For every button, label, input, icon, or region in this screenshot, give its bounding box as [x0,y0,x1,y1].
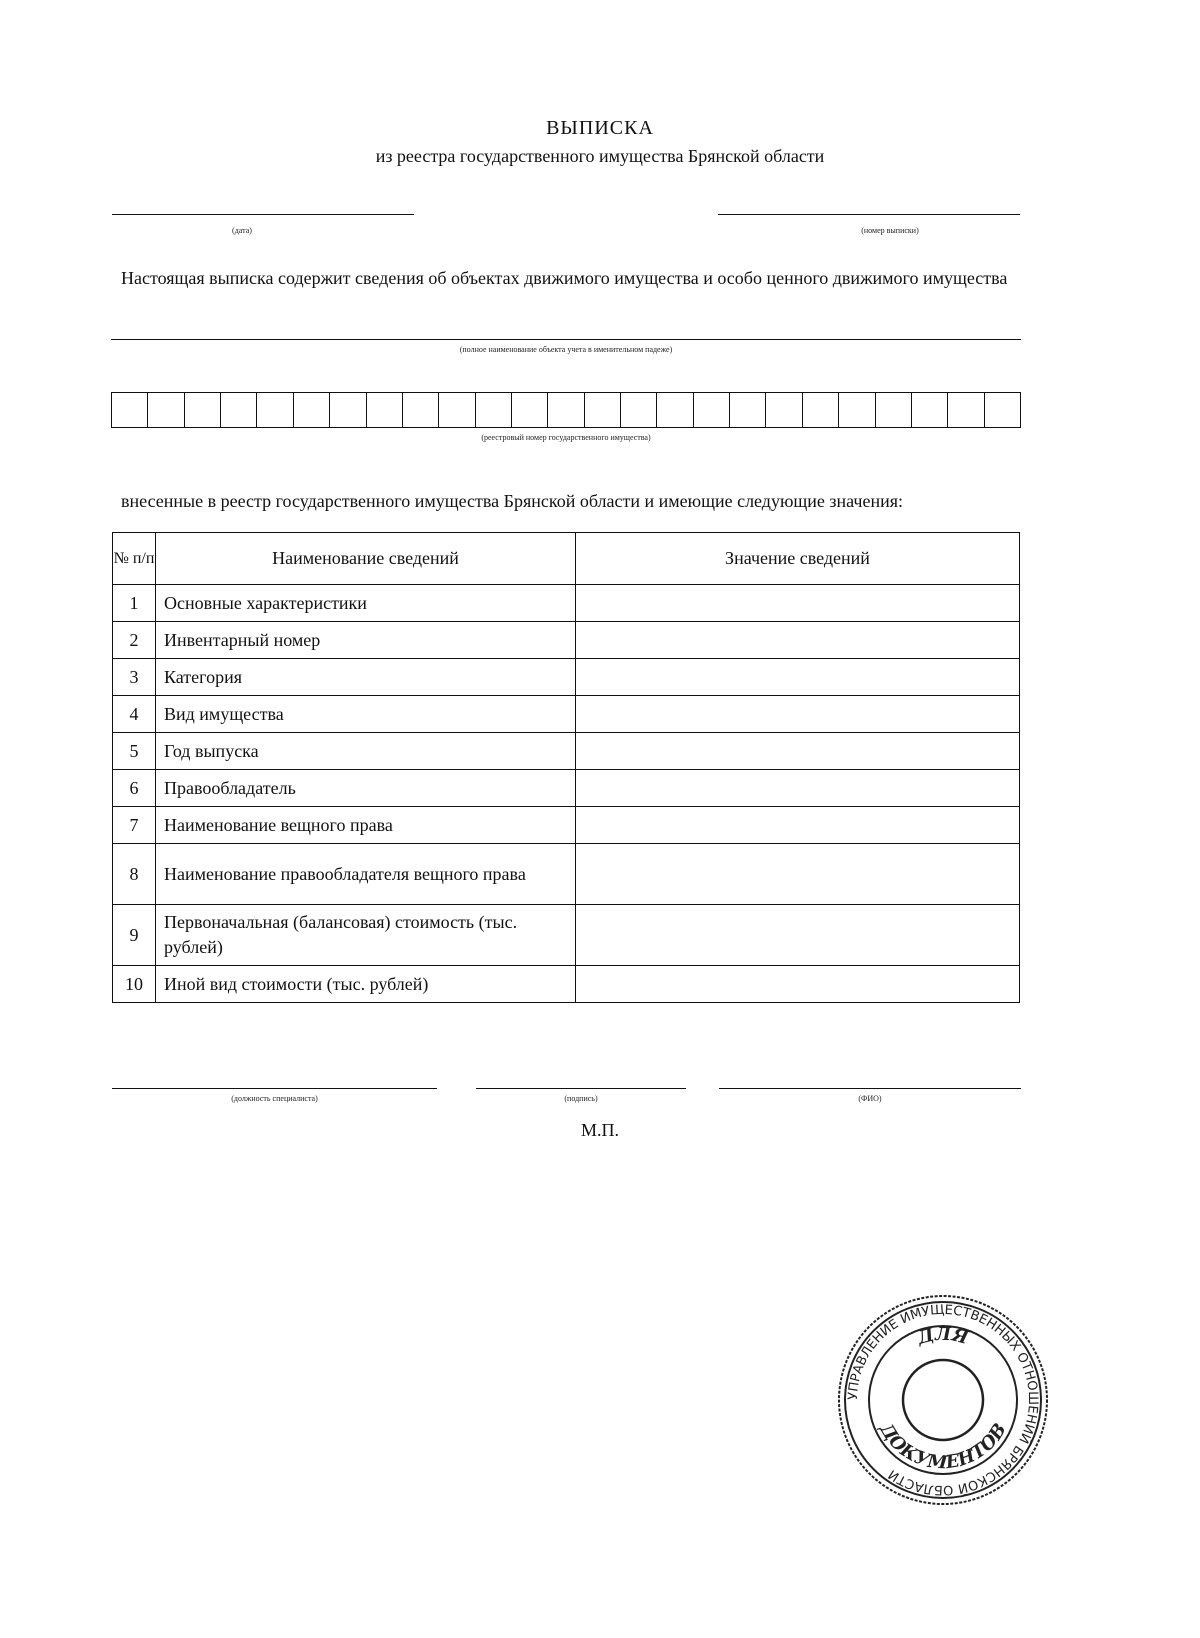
registry-box [912,393,948,427]
full-name-caption: (ФИО) [858,1094,882,1103]
registry-box [330,393,366,427]
row-value[interactable] [576,905,1020,966]
full-name-line [719,1088,1021,1089]
registry-box [294,393,330,427]
row-name: Иной вид стоимости (тыс. рублей) [156,966,576,1003]
signature-line [476,1088,686,1089]
table-row [113,659,1020,696]
row-number: 1 [113,585,156,622]
row-value[interactable] [576,622,1020,659]
registry-box [476,393,512,427]
registry-caption: (реестровый номер государственного имущества) [481,433,651,442]
values-intro: внесенные в реестр государственного имущества Брянской области и имеющие следующие значения: [121,491,903,511]
row-number: 5 [113,733,156,770]
round-stamp [833,1290,1053,1510]
row-value[interactable] [576,733,1020,770]
position-caption: (должность специалиста) [231,1094,318,1103]
stamp-center-ring [903,1360,983,1440]
table-row [113,844,1020,905]
table-header-row [113,533,1020,585]
row-value[interactable] [576,966,1020,1003]
registry-box [112,393,148,427]
col-header-value: Значение сведений [576,533,1020,585]
row-value[interactable] [576,807,1020,844]
stamp-bottom-text: ДОКУМЕНТОВ [875,1419,1011,1474]
registry-box [257,393,293,427]
registry-box [621,393,657,427]
row-number: 4 [113,696,156,733]
info-table [112,532,1020,1003]
signature-caption: (подпись) [564,1094,598,1103]
registry-box [403,393,439,427]
col-header-number: № п/п [113,533,156,585]
row-number: 3 [113,659,156,696]
registry-box [839,393,875,427]
table-row [113,807,1020,844]
registry-box [985,393,1020,427]
table-row [113,622,1020,659]
number-caption: (номер выписки) [861,226,919,235]
date-line [112,214,414,215]
registry-box [512,393,548,427]
registry-box [876,393,912,427]
number-line [718,214,1020,215]
row-value[interactable] [576,659,1020,696]
row-number: 7 [113,807,156,844]
row-number: 10 [113,966,156,1003]
table-row [113,905,1020,966]
row-number: 8 [113,844,156,905]
row-name: Вид имущества [156,696,576,733]
row-number: 2 [113,622,156,659]
registry-box [657,393,693,427]
row-name: Наименование правообладателя вещного права [156,844,576,905]
registry-box [367,393,403,427]
position-line [112,1088,437,1089]
row-number: 9 [113,905,156,966]
seal-place-label: М.П. [580,1120,619,1140]
registry-box [221,393,257,427]
date-caption: (дата) [232,226,252,235]
registry-box [148,393,184,427]
registry-number-boxes [111,392,1021,428]
document-subtitle: из реестра государственного имущества Брянской области [375,146,825,166]
row-name: Категория [156,659,576,696]
row-value[interactable] [576,696,1020,733]
registry-box [948,393,984,427]
row-value[interactable] [576,770,1020,807]
row-number: 6 [113,770,156,807]
table-row [113,696,1020,733]
row-value[interactable] [576,585,1020,622]
object-name-caption: (полное наименование объекта учета в именительном падеже) [459,345,673,354]
table-row [113,585,1020,622]
registry-box [694,393,730,427]
row-name: Наименование вещного права [156,807,576,844]
table-row [113,770,1020,807]
registry-box [185,393,221,427]
registry-box [548,393,584,427]
registry-box [803,393,839,427]
row-name: Основные характеристики [156,585,576,622]
row-name: Первоначальная (балансовая) стоимость (тыс. рублей) [156,905,576,966]
registry-box [585,393,621,427]
table-row [113,733,1020,770]
registry-box [766,393,802,427]
row-name: Инвентарный номер [156,622,576,659]
registry-box [730,393,766,427]
row-value[interactable] [576,844,1020,905]
document-title: ВЫПИСКА [546,117,654,139]
intro-paragraph: Настоящая выписка содержит сведения об объектах движимого имущества и особо ценного движимого имущества [121,268,1008,288]
stamp-top-text: ДЛЯ [915,1323,971,1349]
row-name: Правообладатель [156,770,576,807]
registry-box [439,393,475,427]
object-name-line [111,339,1021,340]
row-name: Год выпуска [156,733,576,770]
col-header-name: Наименование сведений [156,533,576,585]
table-row [113,966,1020,1003]
stamp-outer-text: УПРАВЛЕНИЕ ИМУЩЕСТВЕННЫХ ОТНОШЕНИЙ БРЯНСКОЙ ОБЛАСТИ [845,1302,1041,1498]
